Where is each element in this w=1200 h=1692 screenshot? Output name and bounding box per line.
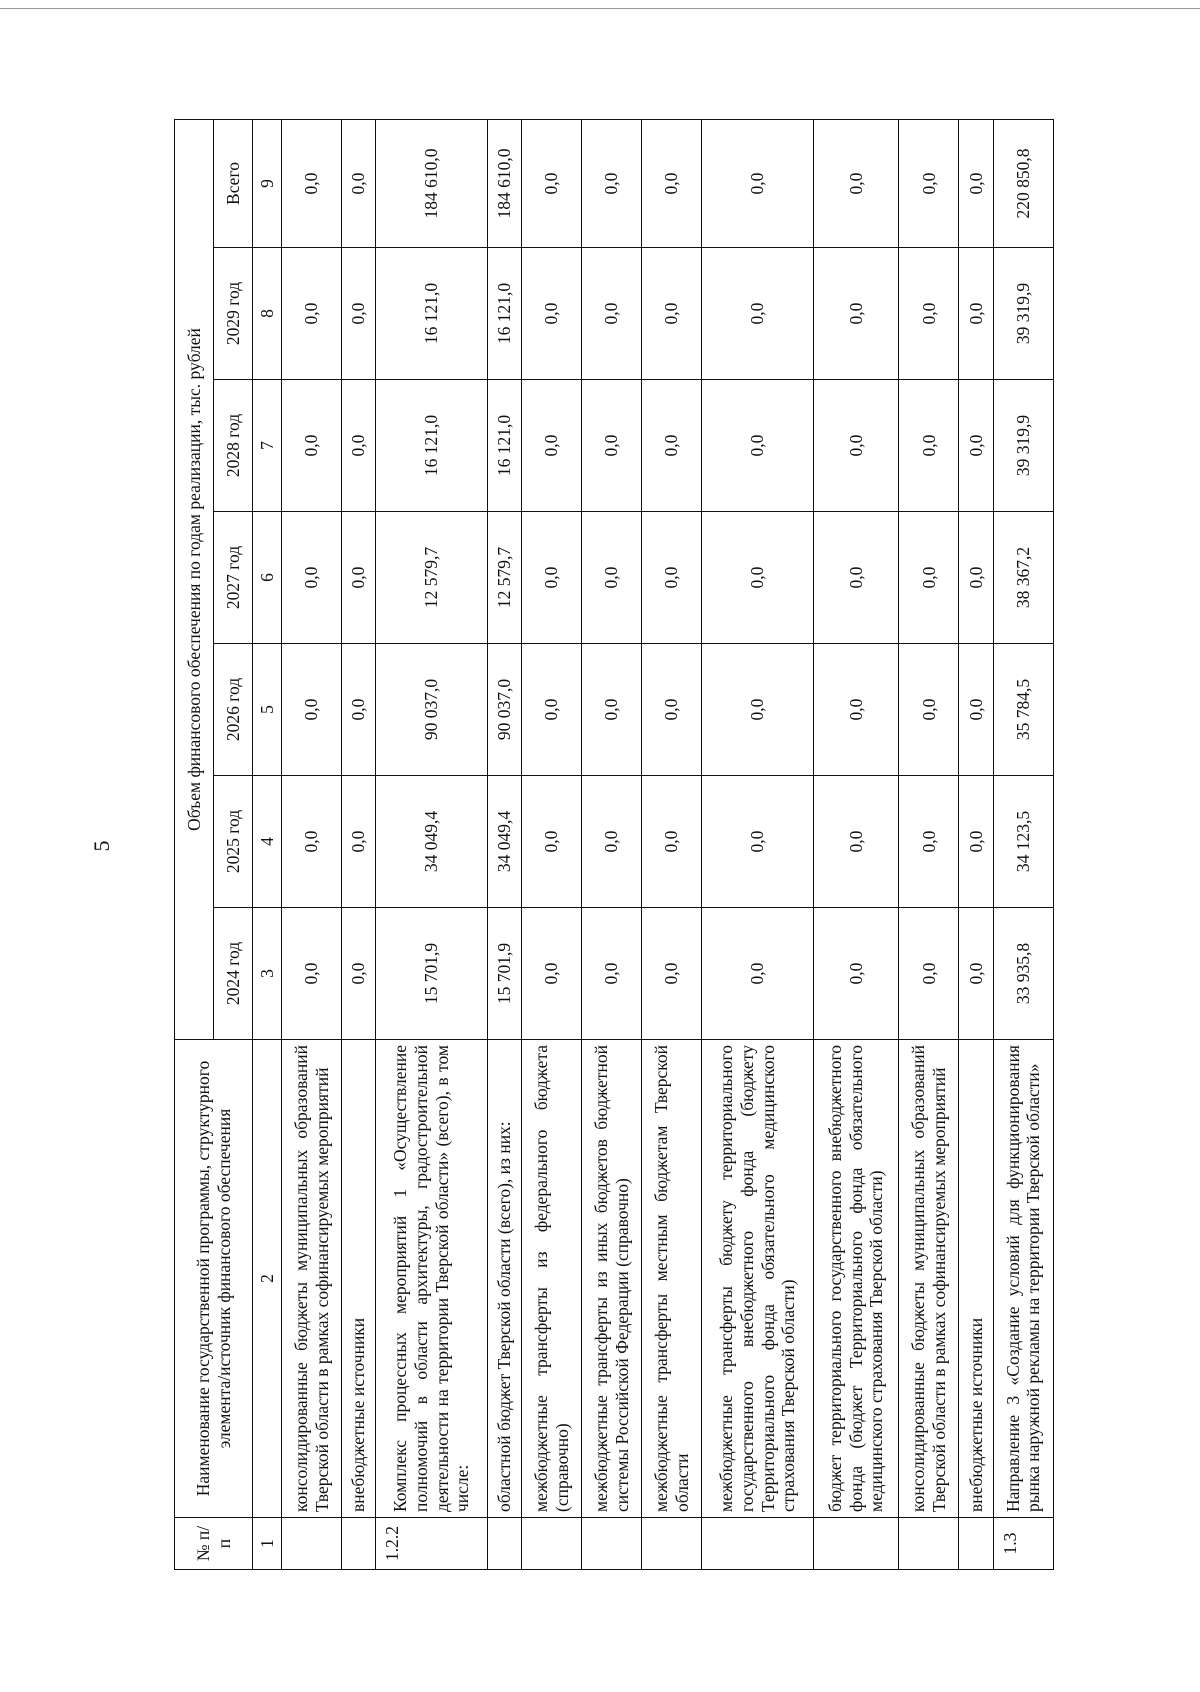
row-name: межбюджетные трансферты бюджету территориального государственного внебюджетного фонда (бюджету Территориального фонда обязательного медицинского страхования Тверской области) <box>702 1040 813 1518</box>
table-row <box>342 120 376 1570</box>
row-value: 0,0 <box>702 248 813 380</box>
row-total: 184 610,0 <box>487 120 521 248</box>
row-value: 0,0 <box>813 512 899 644</box>
row-value: 39 319,9 <box>993 380 1053 512</box>
table-row <box>993 120 1053 1570</box>
row-total: 0,0 <box>522 120 582 248</box>
row-value: 0,0 <box>959 908 993 1040</box>
row-value: 34 123,5 <box>993 776 1053 908</box>
header-year: 2025 год <box>214 776 253 908</box>
row-value: 15 701,9 <box>376 908 487 1040</box>
row-value: 0,0 <box>702 380 813 512</box>
row-value: 0,0 <box>959 512 993 644</box>
header-row <box>175 120 214 1570</box>
header-year: 2029 год <box>214 248 253 380</box>
row-code <box>582 1518 642 1570</box>
header-financing-group: Объем финансового обеспечения по годам реализации, тыс. рублей <box>175 120 214 1040</box>
row-code <box>959 1518 993 1570</box>
row-value: 0,0 <box>642 380 702 512</box>
row-total: 0,0 <box>642 120 702 248</box>
table-row <box>282 120 342 1570</box>
row-value: 0,0 <box>342 512 376 644</box>
row-code <box>487 1518 521 1570</box>
row-code <box>813 1518 899 1570</box>
column-index: 6 <box>253 512 282 644</box>
row-value: 0,0 <box>959 644 993 776</box>
row-value: 0,0 <box>813 644 899 776</box>
row-value: 0,0 <box>959 776 993 908</box>
row-total: 0,0 <box>282 120 342 248</box>
row-code: 1.3 <box>993 1518 1053 1570</box>
row-value: 34 049,4 <box>376 776 487 908</box>
row-value: 0,0 <box>813 248 899 380</box>
row-value: 0,0 <box>642 776 702 908</box>
header-name: Наименование государственной программы, структурного элемента/источник финансового обеспечения <box>175 1040 253 1518</box>
column-index: 5 <box>253 644 282 776</box>
row-name: межбюджетные трансферты местным бюджетам Тверской области <box>642 1040 702 1518</box>
row-name: межбюджетные трансферты из иных бюджетов бюджетной системы Российской Федерации (справочно) <box>582 1040 642 1518</box>
column-index: 7 <box>253 380 282 512</box>
row-value: 90 037,0 <box>376 644 487 776</box>
row-value: 0,0 <box>642 248 702 380</box>
row-name: внебюджетные источники <box>959 1040 993 1518</box>
row-value: 0,0 <box>522 380 582 512</box>
row-total: 220 850,8 <box>993 120 1053 248</box>
row-total: 184 610,0 <box>376 120 487 248</box>
row-value: 0,0 <box>899 380 959 512</box>
row-code <box>642 1518 702 1570</box>
row-value: 0,0 <box>642 512 702 644</box>
row-code <box>282 1518 342 1570</box>
row-total: 0,0 <box>582 120 642 248</box>
row-value: 0,0 <box>282 908 342 1040</box>
row-value: 0,0 <box>899 248 959 380</box>
row-value: 0,0 <box>813 908 899 1040</box>
header-year: 2026 год <box>214 644 253 776</box>
column-index: 3 <box>253 908 282 1040</box>
row-code: 1.2.2 <box>376 1518 487 1570</box>
row-name: консолидированные бюджеты муниципальных образований Тверской области в рамках софинансируемых мероприятий <box>899 1040 959 1518</box>
row-value: 0,0 <box>342 644 376 776</box>
row-value: 12 579,7 <box>487 512 521 644</box>
column-index: 1 <box>253 1518 282 1570</box>
row-value: 0,0 <box>813 380 899 512</box>
header-year: 2027 год <box>214 512 253 644</box>
row-value: 0,0 <box>582 512 642 644</box>
top-scan-edge <box>0 8 1200 9</box>
row-value: 0,0 <box>702 776 813 908</box>
row-value: 0,0 <box>582 248 642 380</box>
table-row <box>959 120 993 1570</box>
row-value: 16 121,0 <box>487 380 521 512</box>
row-value: 33 935,8 <box>993 908 1053 1040</box>
table-row <box>582 120 642 1570</box>
row-value: 0,0 <box>959 248 993 380</box>
row-value: 0,0 <box>342 776 376 908</box>
row-name: межбюджетные трансферты из федерального бюджета (справочно) <box>522 1040 582 1518</box>
table-row <box>522 120 582 1570</box>
row-value: 0,0 <box>282 512 342 644</box>
row-value: 0,0 <box>342 248 376 380</box>
table-row <box>376 120 487 1570</box>
row-value: 0,0 <box>582 908 642 1040</box>
row-value: 0,0 <box>702 644 813 776</box>
row-total: 0,0 <box>899 120 959 248</box>
row-value: 38 367,2 <box>993 512 1053 644</box>
table-row <box>702 120 813 1570</box>
header-number: № п/п <box>175 1518 253 1570</box>
row-value: 16 121,0 <box>376 248 487 380</box>
row-value: 16 121,0 <box>376 380 487 512</box>
table-row <box>813 120 899 1570</box>
row-name: внебюджетные источники <box>342 1040 376 1518</box>
row-value: 0,0 <box>582 644 642 776</box>
financing-table <box>174 119 1054 1570</box>
row-code <box>899 1518 959 1570</box>
row-value: 0,0 <box>522 644 582 776</box>
column-index: 4 <box>253 776 282 908</box>
row-name: бюджет территориального государственного внебюджетного фонда (бюджет Территориального фонда обязательного медицинского страхования Тверской области) <box>813 1040 899 1518</box>
row-value: 0,0 <box>522 776 582 908</box>
row-code <box>702 1518 813 1570</box>
table-row <box>899 120 959 1570</box>
row-value: 0,0 <box>582 776 642 908</box>
row-value: 90 037,0 <box>487 644 521 776</box>
row-value: 39 319,9 <box>993 248 1053 380</box>
row-value: 0,0 <box>522 248 582 380</box>
row-value: 0,0 <box>282 380 342 512</box>
row-value: 0,0 <box>642 644 702 776</box>
row-value: 0,0 <box>522 908 582 1040</box>
table-row <box>487 120 521 1570</box>
row-value: 0,0 <box>899 512 959 644</box>
row-total: 0,0 <box>702 120 813 248</box>
row-value: 0,0 <box>342 380 376 512</box>
column-index: 9 <box>253 120 282 248</box>
row-value: 0,0 <box>282 776 342 908</box>
row-value: 0,0 <box>282 248 342 380</box>
page-number: 5 <box>89 840 114 852</box>
row-total: 0,0 <box>342 120 376 248</box>
row-value: 0,0 <box>899 908 959 1040</box>
row-value: 35 784,5 <box>993 644 1053 776</box>
row-value: 34 049,4 <box>487 776 521 908</box>
table-body <box>282 120 1054 1570</box>
row-value: 0,0 <box>899 776 959 908</box>
row-value: 0,0 <box>959 380 993 512</box>
row-value: 0,0 <box>813 776 899 908</box>
rotated-table-wrapper <box>174 120 1054 1570</box>
row-value: 0,0 <box>899 644 959 776</box>
row-name: Направление 3 «Создание условий для функционирования рынка наружной рекламы на территории Тверской области» <box>993 1040 1053 1518</box>
column-index: 2 <box>253 1040 282 1518</box>
row-value: 12 579,7 <box>376 512 487 644</box>
row-value: 0,0 <box>642 908 702 1040</box>
row-value: 0,0 <box>342 908 376 1040</box>
column-index: 8 <box>253 248 282 380</box>
row-value: 0,0 <box>702 512 813 644</box>
header-total: Всего <box>214 120 253 248</box>
row-name: консолидированные бюджеты муниципальных образований Тверской области в рамках софинансируемых мероприятий <box>282 1040 342 1518</box>
row-code <box>342 1518 376 1570</box>
row-value: 0,0 <box>582 380 642 512</box>
row-total: 0,0 <box>959 120 993 248</box>
row-value: 15 701,9 <box>487 908 521 1040</box>
table-row <box>642 120 702 1570</box>
row-name: Комплекс процессных мероприятий 1 «Осуществление полномочий в области архитектуры, градостроительной деятельности на территории Тверской области» (всего), в том числе: <box>376 1040 487 1518</box>
header-year: 2024 год <box>214 908 253 1040</box>
header-year: 2028 год <box>214 380 253 512</box>
row-total: 0,0 <box>813 120 899 248</box>
column-index-row <box>253 120 282 1570</box>
row-name: областной бюджет Тверской области (всего), из них: <box>487 1040 521 1518</box>
row-value: 0,0 <box>282 644 342 776</box>
row-value: 0,0 <box>522 512 582 644</box>
row-value: 0,0 <box>702 908 813 1040</box>
row-code <box>522 1518 582 1570</box>
row-value: 16 121,0 <box>487 248 521 380</box>
